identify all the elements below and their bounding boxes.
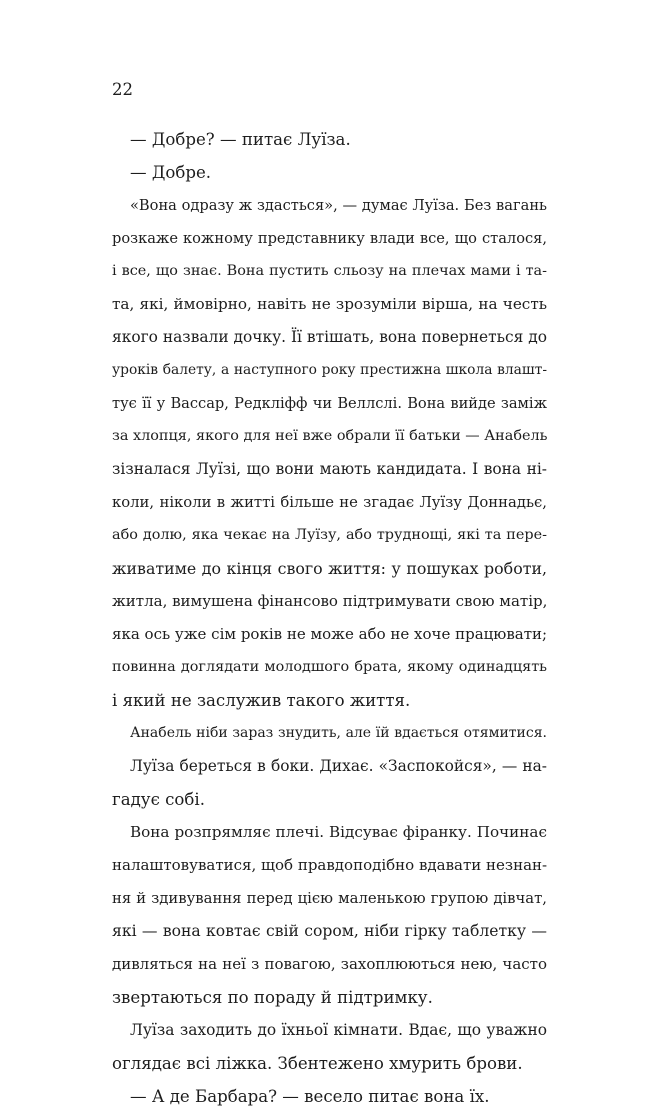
text-line: оглядає всі ліжка. Збентежено хмурить брови. (112, 1054, 523, 1073)
text-line: уроків балету, а наступного року престижна школа влашт- (112, 362, 547, 378)
text-line: і все, що знає. Вона пустить сльозу на плечах мами і та- (112, 263, 547, 279)
text-line: ня й здивування перед цією маленькою групою дівчат, (112, 890, 547, 907)
text-line: якого назвали дочку. Її втішать, вона повернеться до (112, 328, 547, 346)
text-line: Луїза береться в боки. Дихає. «Заспокойся», — на- (130, 757, 547, 775)
text-line: — А де Барбара? — весело питає вона їх. (130, 1087, 490, 1106)
text-line: яка ось уже сім років не може або не хоче працювати; (112, 625, 548, 643)
text-line: Луїза заходить до їхньої кімнати. Вдає, що уважно (130, 1021, 547, 1039)
text-line: або долю, яка чекає на Луїзу, або труднощі, які та пере- (112, 527, 547, 543)
text-line: зізналася Луїзі, що вони мають кандидата. І вона ні- (112, 460, 547, 478)
text-line: та, які, ймовірно, навіть не зрозуміли вірша, на честь (112, 295, 547, 313)
body-text (112, 123, 547, 1113)
text-line: Анабель ніби зараз знудить, але їй вдається отямитися. (130, 725, 547, 741)
text-line: «Вона одразу ж здасться», — думає Луїза. Без вагань (130, 197, 547, 214)
text-line: які — вона ковтає свій сором, ніби гірку таблетку — (112, 922, 547, 940)
text-line: розкаже кожному представнику влади все, що сталося, (112, 230, 547, 247)
text-line: житла, вимушена фінансово підтримувати свою матір, (112, 592, 548, 610)
text-line: за хлопця, якого для неї вже обрали її батьки — Анабель (112, 428, 548, 444)
text-line: гадує собі. (112, 790, 205, 809)
text-line: — Добре? — питає Луїза. (130, 130, 351, 149)
text-line: і який не заслужив такого життя. (112, 691, 411, 710)
text-line: Вона розпрямляє плечі. Відсуває фіранку. Починає (130, 823, 547, 841)
page-number: 22 (112, 80, 133, 99)
text-line: звертаються по пораду й підтримку. (112, 988, 433, 1007)
text-line: налаштовуватися, щоб правдоподібно вдавати незнан- (112, 856, 548, 874)
text-line: тує її у Вассар, Редкліфф чи Веллслі. Вона вийде заміж (112, 395, 547, 412)
text-line: повинна доглядати молодшого брата, якому одинадцять (112, 659, 547, 675)
text-line: живатиме до кінця свого життя: у пошуках роботи, (112, 559, 547, 578)
text-line: дивляться на неї з повагою, захоплюються нею, часто (112, 955, 547, 973)
text-line: коли, ніколи в житті більше не згадає Луїзу Доннадьє, (112, 494, 547, 511)
text-line: — Добре. (130, 163, 212, 182)
